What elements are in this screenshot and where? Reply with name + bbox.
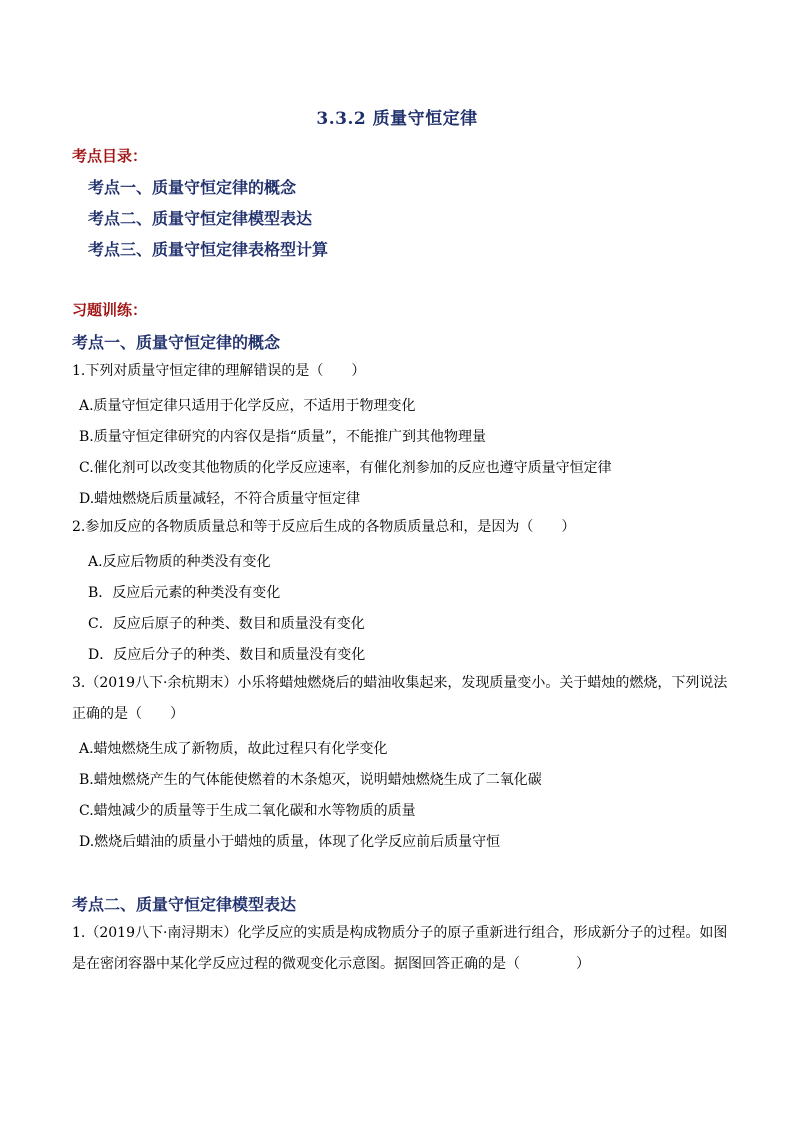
s1-q3-stem: 3.（2019八下·余杭期末）小乐将蜡烛燃烧后的蜡油收集起来，发现质量变小。关于蜡烛的燃烧，下列说法正确的是（ ）: [72, 675, 728, 722]
s1-q3-option-a: A.蜡烛燃烧生成了新物质，故此过程只有化学变化: [79, 741, 388, 757]
s1-q2-stem: 2.参加反应的各物质质量总和等于反应后生成的各物质质量总和，是因为（ ）: [72, 519, 576, 535]
s1-q1-stem: 1.下列对质量守恒定律的理解错误的是（ ）: [72, 363, 366, 379]
s1-q3-option-b: B.蜡烛燃烧产生的气体能使燃着的木条熄灭，说明蜡烛燃烧生成了二氧化碳: [79, 772, 542, 788]
s1-q1-option-d: D.蜡烛燃烧后质量减轻，不符合质量守恒定律: [79, 491, 361, 507]
toc-heading: 考点目录：: [72, 147, 148, 165]
s1-q1-option-c: C.催化剂可以改变其他物质的化学反应速率，有催化剂参加的反应也遵守质量守恒定律: [79, 460, 612, 476]
section1-heading: 考点一、质量守恒定律的概念: [72, 333, 281, 352]
s1-q2-option-a: A.反应后物质的种类没有变化: [88, 554, 271, 570]
s1-q3-option-d: D.燃烧后蜡油的质量小于蜡烛的质量，体现了化学反应前后质量守恒: [79, 834, 501, 850]
section2-heading: 考点二、质量守恒定律模型表达: [72, 895, 297, 914]
s1-q3-option-c: C.蜡烛减少的质量等于生成二氧化碳和水等物质的质量: [79, 803, 416, 819]
s1-q2-option-b: B．反应后元素的种类没有变化: [88, 585, 281, 601]
practice-heading: 习题训练：: [72, 301, 148, 319]
toc-item-2: 考点二、质量守恒定律模型表达: [88, 209, 313, 228]
s1-q2-option-d: D．反应后分子的种类、数目和质量没有变化: [88, 647, 366, 663]
toc-item-1: 考点一、质量守恒定律的概念: [88, 178, 297, 197]
s2-q1-stem: 1.（2019八下·南浔期末）化学反应的实质是构成物质分子的原子重新进行组合，形成新分子的过程。如图是在密闭容器中某化学反应过程的微观变化示意图。据图回答正确的是（ ）: [72, 925, 728, 972]
page-title: 3.3.2 质量守恒定律: [316, 109, 478, 129]
s1-q2-option-c: C．反应后原子的种类、数目和质量没有变化: [88, 616, 365, 632]
s1-q1-option-b: B.质量守恒定律研究的内容仅是指“质量”，不能推广到其他物理量: [79, 429, 487, 445]
toc-item-3: 考点三、质量守恒定律表格型计算: [88, 240, 329, 259]
s1-q1-option-a: A.质量守恒定律只适用于化学反应，不适用于物理变化: [79, 398, 416, 414]
